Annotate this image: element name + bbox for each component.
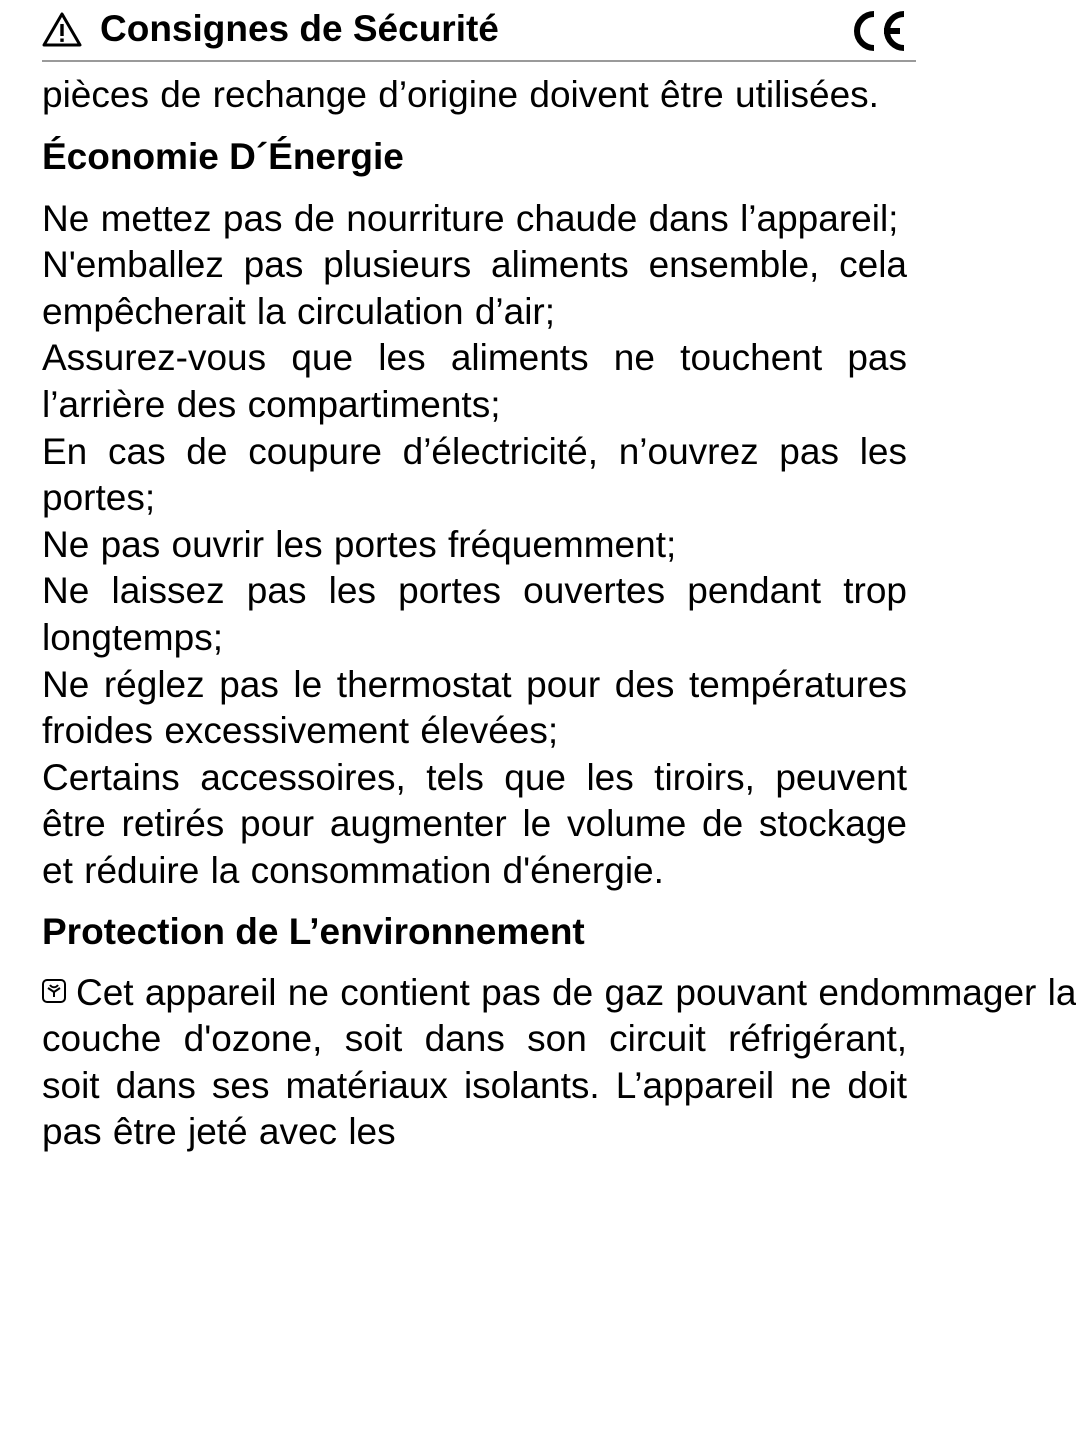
- list-item: En cas de coupure d’électricité, n’ouvrez pas les portes;: [42, 430, 907, 519]
- energy-saving-list: [42, 196, 907, 895]
- page-title: Consignes de Sécurité: [100, 8, 499, 49]
- list-item: Ne laissez pas les portes ouvertes pendant trop longtemps;: [42, 570, 907, 658]
- energy-saving-heading: Économie D´Énergie: [42, 135, 404, 177]
- list-item: Ne réglez pas le thermostat pour des températures froides excessivement élevées;: [42, 663, 907, 752]
- list-item: N'emballez pas plusieurs aliments ensemble, cela empêcherait la circulation d’air;: [42, 244, 907, 332]
- list-item: Ne mettez pas de nourriture chaude dans l’appareil;: [42, 197, 899, 239]
- eco-leaf-icon: [42, 979, 66, 1003]
- list-item: Assurez-vous que les aliments ne touchent pas l’arrière des compartiments;: [42, 337, 907, 425]
- document-body: [42, 72, 1076, 1156]
- environment-heading: Protection de L’environnement: [42, 910, 585, 952]
- page-header: [42, 6, 916, 62]
- environment-paragraph-first-line: [42, 970, 1076, 1017]
- warning-triangle-icon: [42, 12, 82, 48]
- environment-text-line1: Cet appareil ne contient pas de gaz pouvant endommager la: [76, 971, 1076, 1013]
- ce-mark-icon: [850, 10, 908, 52]
- list-item: Ne pas ouvrir les portes fréquemment;: [42, 523, 677, 565]
- intro-paragraph: pièces de rechange d’origine doivent être utilisées.: [42, 74, 879, 115]
- environment-paragraph: couche d'ozone, soit dans son circuit réfrigérant, soit dans ses matériaux isolants. L’appareil ne doit pas être jeté avec les: [42, 1018, 907, 1153]
- list-item: Certains accessoires, tels que les tiroirs, peuvent être retirés pour augmenter le volume de stockage et réduire la consommation d'énergie.: [42, 756, 907, 891]
